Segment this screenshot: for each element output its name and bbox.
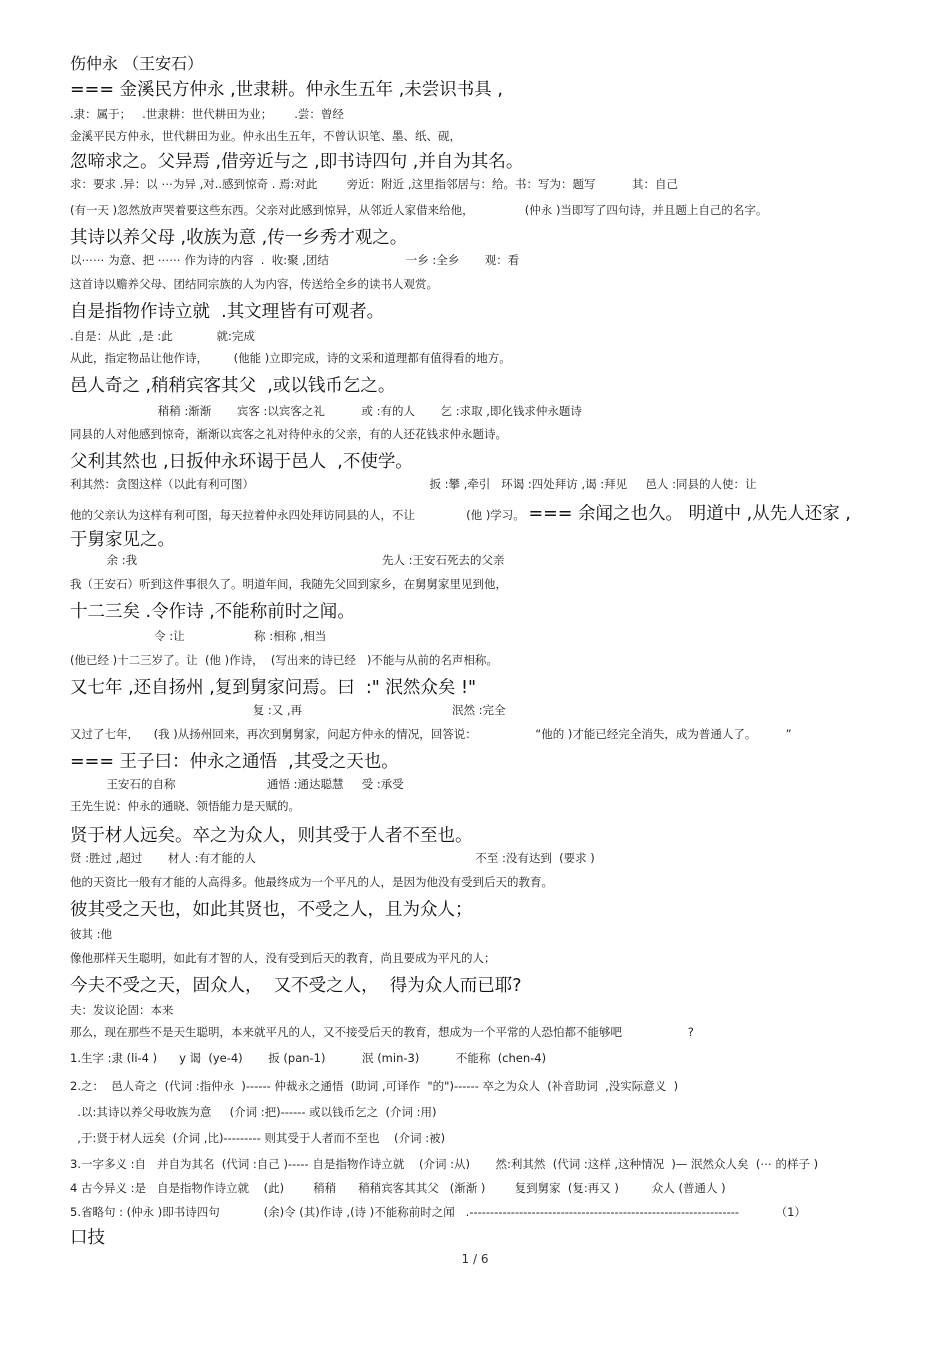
original-text-line: 忽啼求之。父异焉 ,借旁近与之 ,即书诗四句 ,并自为其名。	[70, 152, 524, 172]
original-text-line: 十二三矣 .令作诗 ,不能称前时之闻。	[70, 602, 355, 622]
annotation-line: 他的天资比一般有才能的人高得多。他最终成为一个平凡的人，是因为他没有受到后天的教育。	[70, 875, 553, 889]
annotation-line: 3.一字多义 :自 并自为其名 (代词 :自己 )----- 自是指物作诗立就 (介词 :从) 然:利其然 (代词 :这样 ,这种情况 )— 泯然众人矣 (⋯ 的样子 )	[70, 1157, 819, 1171]
annotation-line: (有一天 )忽然放声哭着要这些东西。父亲对此感到惊异，从邻近人家借来给他， (仲永 )当即写了四句诗，并且题上自己的名字。	[70, 203, 768, 217]
annotation-line: .自是：从此 ,是 :此 就:完成	[70, 329, 255, 343]
annotation-line: 以⋯⋯ 为意、把 ⋯⋯ 作为诗的内容 . 收:聚 ,团结 一乡 :全乡 观：看	[70, 253, 520, 267]
annotation-line: .隶：属于； .世隶耕：世代耕田为业； .尝：曾经	[70, 107, 344, 121]
annotation-line: 我（王安石）听到这件事很久了。明道年间，我随先父回到家乡，在舅舅家里见到他，	[70, 577, 507, 591]
original-text-line: === 王子曰：仲永之通悟 ,其受之天也。	[70, 752, 399, 772]
original-text-line: 邑人奇之 ,稍稍宾客其父 ,或以钱币乞之。	[70, 376, 396, 396]
annotation-line: 夫：发议论固：本来	[70, 1003, 174, 1017]
original-text-line: === 金溪民方仲永 ,世隶耕。仲永生五年 ,未尝识书具 ,	[70, 80, 503, 100]
annotation-line: 4 古今异义 :是 自是指物作诗立就 (此) 稍稍 稍稍宾客其其父 (渐渐 ) 复到舅家 (复:再又 ) 众人 (普通人 )	[70, 1181, 726, 1195]
annotation-line: 2.之： 邑人奇之 (代词 :指仲永 )------ 仲裁永之通悟 (助词 ,可译作 "的")------ 卒之为众人 (补音助词 ,没实际意义 )	[70, 1079, 679, 1093]
annotation-line: 求：要求 .异：以 ⋯为异 ,对..感到惊奇 . 焉:对此 旁近：附近 ,这里指邻居与：给。书：写为：题写 其：自己	[70, 177, 679, 191]
original-text-line: 其诗以养父母 ,收族为意 ,传一乡秀才观之。	[70, 228, 408, 248]
annotation-line: 这首诗以赡养父母、团结同宗族的人为内容，传送给全乡的读书人观赏。	[70, 277, 438, 291]
original-text-line: 于舅家见之。	[70, 530, 175, 550]
annotation-line: .以:其诗以养父母收族为意 (介词 :把)------ 或以钱币乞之 (介词 :用)	[70, 1105, 437, 1119]
annotation-line: 王先生说：仲永的通晓、领悟能力是天赋的。	[70, 799, 300, 813]
annotation-line: 王安石的自称 通悟 :通达聪慧 受 :承受	[70, 777, 404, 791]
annotation-line: 利其然：贪图这样（以此有利可图） 扳 :攀 ,牵引 环谒 :四处拜访 ,谒 :拜见 邑人 :同县的人使：让	[70, 477, 757, 491]
translation-text: 他的父亲认为这样有利可图，每天拉着仲永四处拜访同县的人，不让 (他 )学习。	[70, 508, 529, 522]
annotation-line: (他已经 )十二三岁了。让 (他 )作诗， (写出来的诗已经 )不能与从前的名声相称。	[70, 653, 498, 667]
original-text-line: 父利其然也 ,日扳仲永环谒于邑人 ,不使学。	[70, 452, 413, 472]
page-number: 1 / 6	[461, 1252, 489, 1266]
annotation-line: 彼其 :他	[70, 927, 113, 941]
annotation-line: 5.省略句 : (仲永 )即书诗四句 (余)令 (其)作诗 ,(诗 )不能称前时之闻 .----------------------------------------------------------------- （1）	[70, 1205, 806, 1219]
page-title: 伤仲永 （王安石）	[70, 54, 204, 73]
annotation-line: 从此，指定物品让他作诗， (他能 )立即完成，诗的文采和道理都有值得看的地方。	[70, 351, 511, 365]
annotation-line: 余 :我 先人 :王安石死去的父亲	[70, 553, 505, 567]
annotation-line: 同县的人对他感到惊奇，渐渐以宾客之礼对待仲永的父亲，有的人还花钱求仲永题诗。	[70, 427, 507, 441]
annotation-line: 像他那样天生聪明，如此有才智的人，没有受到后天的教育，尚且要成为平凡的人；	[70, 951, 496, 965]
annotation-line: 贤 :胜过 ,超过 材人 :有才能的人 不至 :没有达到 (要求 )	[70, 851, 595, 865]
annotation-line: 又过了七年， (我 )从扬州回来，再次到舅舅家，问起方仲永的情况，回答说： “他的 )才能已经完全消失，成为普通人了。 ”	[70, 727, 792, 741]
original-text: === 余闻之也久。 明道中 ,从先人还家 ,	[528, 504, 851, 524]
annotation-line: ,于:贤于材人远矣 (介词 ,比)--------- 则其受于人者而不至也 (介词 :被)	[70, 1131, 446, 1145]
original-text-line: 口技	[70, 1228, 105, 1248]
mixed-line	[70, 504, 851, 524]
annotation-line: 1.生字 :隶 (li-4 ) y 谒 (ye-4) 扳 (pan-1) 泯 (min-3) 不能称 (chen-4)	[70, 1051, 547, 1065]
annotation-line: 稍稍 :渐渐 宾客 :以宾客之礼 或 :有的人 乞 :求取 ,即化钱求仲永题诗	[70, 404, 582, 418]
original-text-line: 又七年 ,还自扬州 ,复到舅家问焉。曰 :" 泯然众矣 !"	[70, 678, 477, 698]
annotation-line: 令 :让 称 :相称 ,相当	[70, 629, 327, 643]
original-text-line: 自是指物作诗立就 .其文理皆有可观者。	[70, 302, 385, 322]
annotation-line: 金溪平民方仲永，世代耕田为业。仲永出生五年，不曾认识笔、墨、纸、砚，	[70, 129, 461, 143]
original-text-line: 今夫不受之天，固众人， 又不受之人， 得为众人而已耶?	[70, 976, 522, 996]
annotation-line: 那么，现在那些不是天生聪明，本来就平凡的人，又不接受后天的教育，想成为一个平常的人恐怕都不能够吧 ?	[70, 1025, 694, 1039]
annotation-line: 复 :又 ,再 泯然 :完全	[70, 703, 506, 717]
original-text-line: 贤于材人远矣。卒之为众人，则其受于人者不至也。	[70, 826, 473, 846]
original-text-line: 彼其受之天也，如此其贤也，不受之人，且为众人；	[70, 900, 473, 920]
